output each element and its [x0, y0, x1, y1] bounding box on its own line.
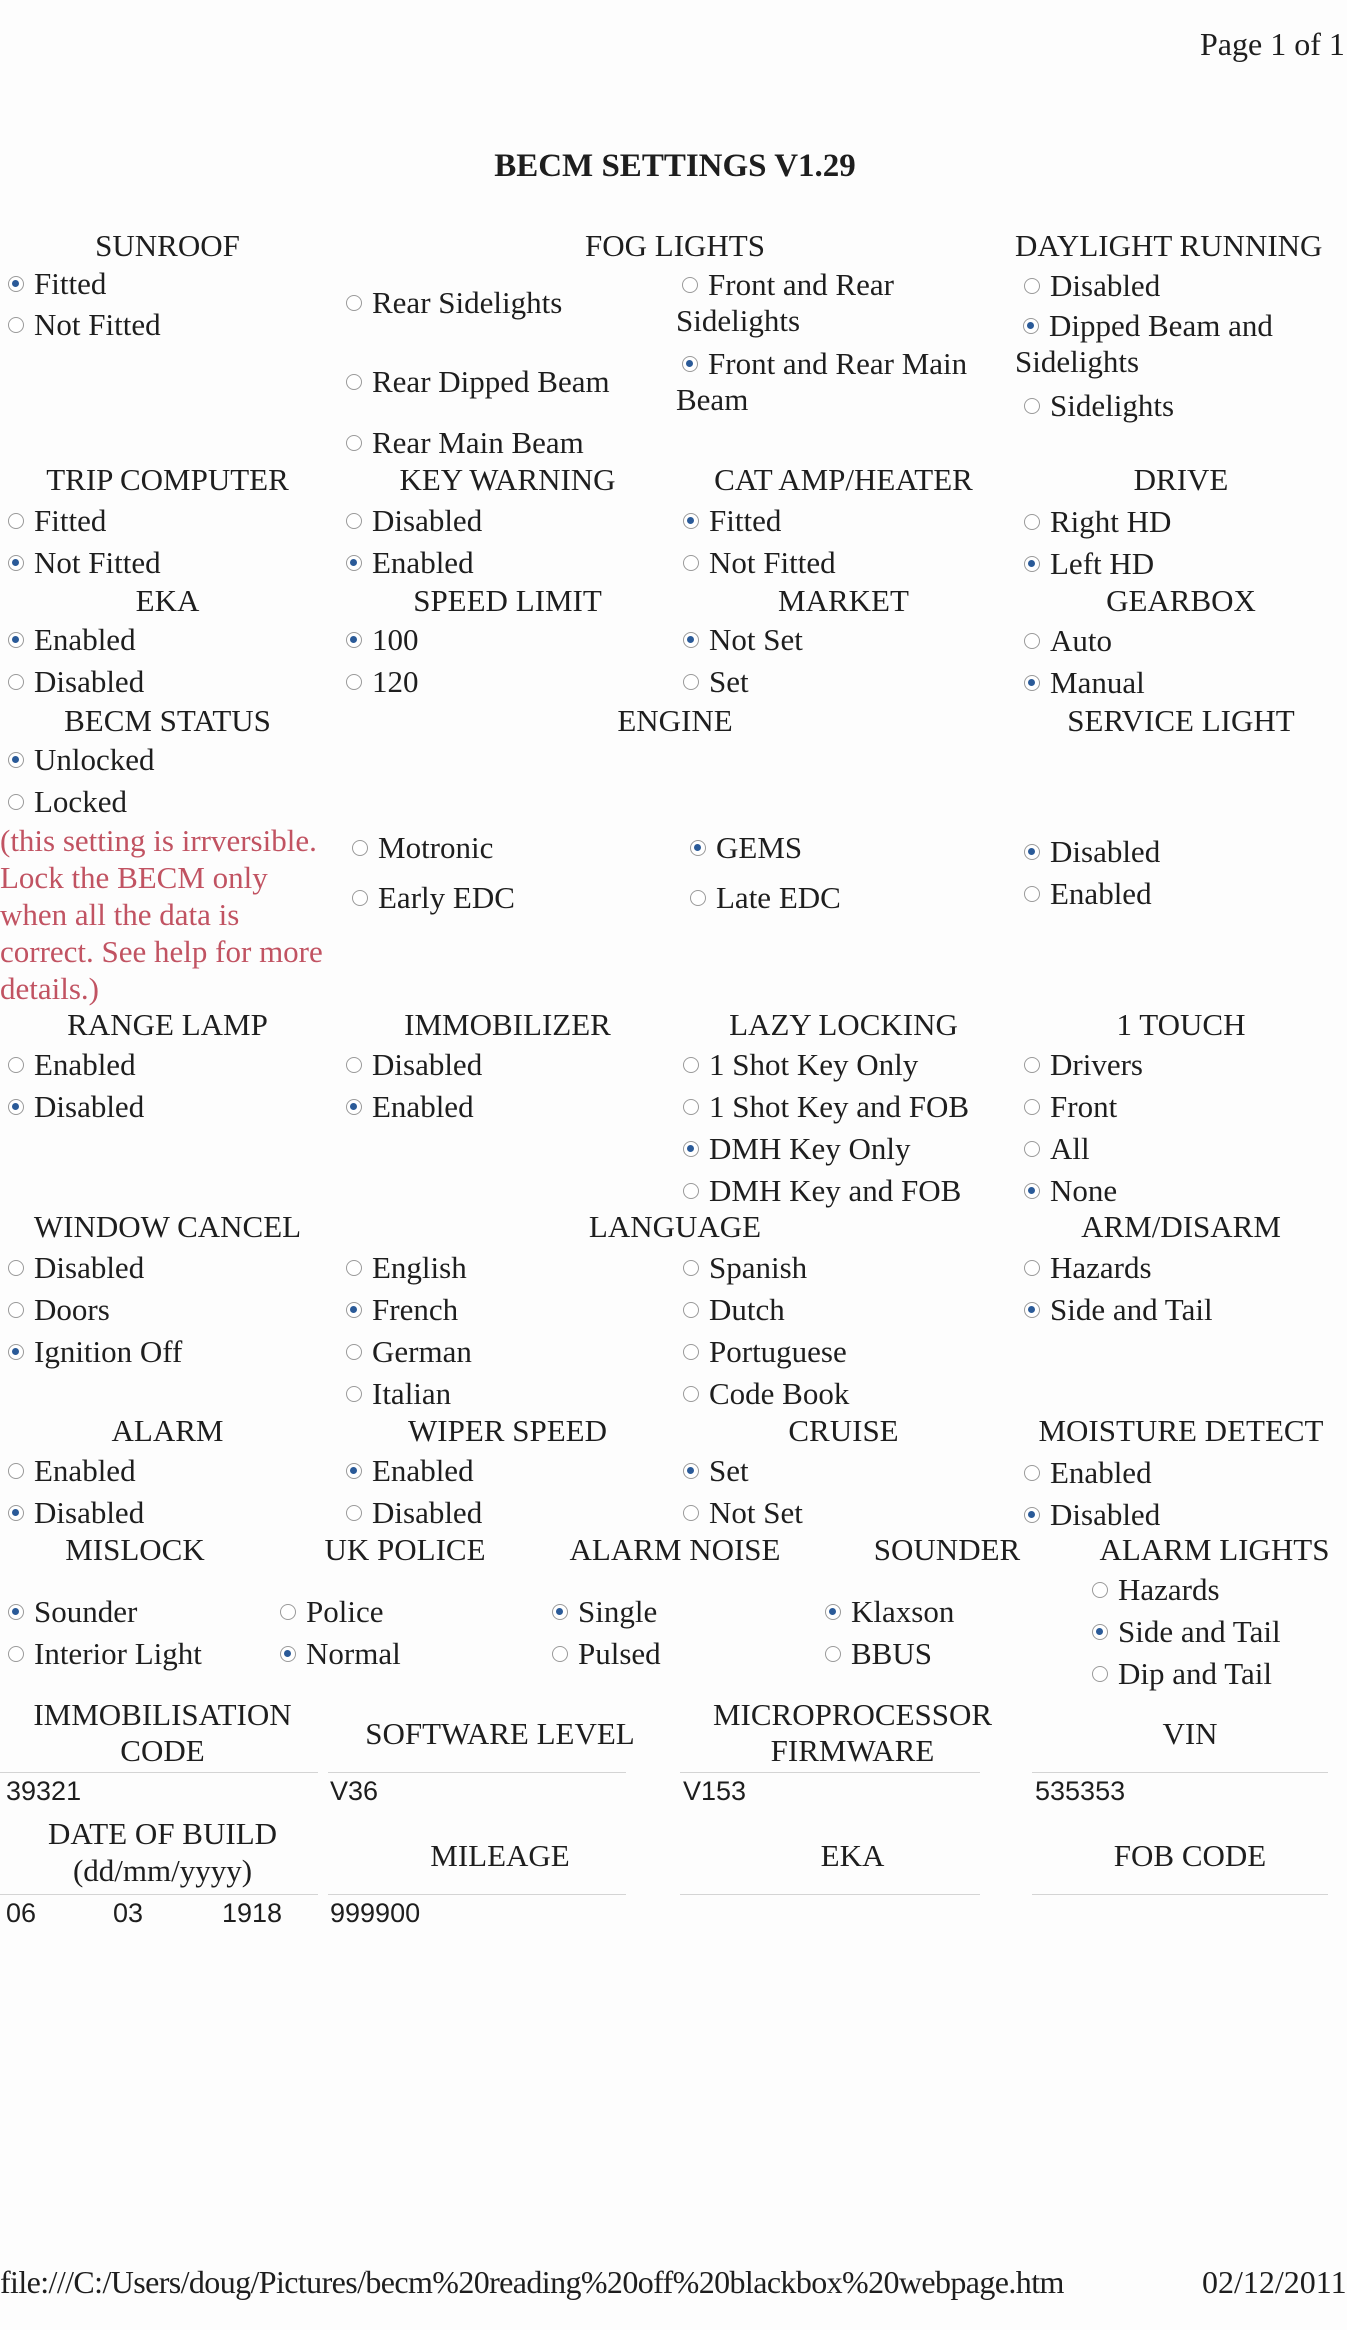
radio-icon[interactable] [8, 752, 24, 768]
radio-icon[interactable] [346, 1505, 362, 1521]
alarm-noise-header: ALARM NOISE [569, 1532, 781, 1567]
language-german[interactable]: German [346, 1334, 472, 1370]
radio-icon[interactable] [1024, 1302, 1040, 1318]
fog-lights-header: FOG LIGHTS [585, 228, 765, 263]
vin-label: VIN [1162, 1716, 1218, 1751]
language-french[interactable]: French [346, 1292, 458, 1328]
date-underline [0, 1894, 318, 1895]
page-title: BECM SETTINGS V1.29 [494, 148, 856, 184]
radio-icon[interactable] [352, 890, 368, 906]
radio-icon[interactable] [1024, 886, 1040, 902]
uk-police-police[interactable]: Police [280, 1594, 384, 1630]
radio-icon[interactable] [690, 840, 706, 856]
radio-icon[interactable] [8, 1505, 24, 1521]
drive-left-hd[interactable]: Left HD [1024, 546, 1154, 582]
language-header: LANGUAGE [588, 1209, 762, 1244]
footer-date: 02/12/2011 [1202, 2264, 1347, 2300]
radio-icon[interactable] [8, 317, 24, 333]
radio-icon[interactable] [1024, 1260, 1040, 1276]
gearbox-header: GEARBOX [1106, 583, 1256, 618]
service-light-disabled[interactable]: Disabled [1024, 834, 1160, 870]
service-light-enabled[interactable]: Enabled [1024, 876, 1152, 912]
immobilisation-code-underline [0, 1772, 318, 1773]
radio-icon[interactable] [1023, 318, 1039, 334]
radio-icon[interactable] [1092, 1624, 1108, 1640]
drl-disabled[interactable]: Disabled [1024, 268, 1160, 304]
radio-icon[interactable] [8, 513, 24, 529]
radio-icon[interactable] [8, 276, 24, 292]
one-touch-all[interactable]: All [1024, 1131, 1090, 1167]
speed-limit-100[interactable]: 100 [346, 622, 419, 658]
alarm-enabled[interactable]: Enabled [8, 1453, 136, 1489]
trip-computer-header: TRIP COMPUTER [46, 462, 289, 497]
sounder-header: SOUNDER [873, 1532, 1021, 1567]
radio-icon[interactable] [8, 1344, 24, 1360]
key-warning-enabled[interactable]: Enabled [346, 545, 474, 581]
radio-icon[interactable] [346, 435, 362, 451]
drl-sidelights[interactable]: Sidelights [1024, 388, 1174, 424]
language-portuguese[interactable]: Portuguese [683, 1334, 847, 1370]
footer-file-path: file:///C:/Users/doug/Pictures/becm%20reading%20off%20blackbox%20webpage.htm [0, 2264, 1064, 2300]
gearbox-auto[interactable]: Auto [1024, 623, 1112, 659]
radio-icon[interactable] [1024, 278, 1040, 294]
radio-icon[interactable] [346, 513, 362, 529]
alarm-header: ALARM [111, 1413, 224, 1448]
engine-early-edc[interactable]: Early EDC [352, 880, 515, 916]
fog-front-rear-sidelights[interactable]: Front and Rear Sidelights [676, 267, 894, 338]
radio-icon[interactable] [552, 1604, 568, 1620]
radio-icon[interactable] [346, 1057, 362, 1073]
date-of-build-label: DATE OF BUILD [47, 1816, 278, 1851]
market-set[interactable]: Set [683, 664, 749, 700]
speed-limit-header: SPEED LIMIT [413, 583, 602, 618]
radio-icon[interactable] [683, 1344, 699, 1360]
eka-disabled[interactable]: Disabled [8, 664, 144, 700]
radio-icon[interactable] [8, 1646, 24, 1662]
market-not-set[interactable]: Not Set [683, 622, 803, 658]
range-lamp-header: RANGE LAMP [67, 1007, 268, 1042]
radio-icon[interactable] [683, 1141, 699, 1157]
microprocessor-firmware-label: MICROPROCESSOR FIRMWARE [712, 1697, 993, 1768]
mileage-value[interactable]: 999900 [330, 1898, 421, 1928]
radio-icon[interactable] [1024, 1183, 1040, 1199]
engine-gems[interactable]: GEMS [690, 830, 802, 866]
moisture-detect-header: MOISTURE DETECT [1038, 1413, 1324, 1448]
uk-police-header: UK POLICE [324, 1532, 486, 1567]
radio-icon[interactable] [683, 1302, 699, 1318]
radio-icon[interactable] [280, 1646, 296, 1662]
radio-icon[interactable] [683, 1099, 699, 1115]
immobilizer-header: IMMOBILIZER [404, 1007, 611, 1042]
fog-rear-dipped-beam[interactable]: Rear Dipped Beam [346, 364, 610, 400]
moisture-enabled[interactable]: Enabled [1024, 1455, 1152, 1491]
lazy-locking-header: LAZY LOCKING [729, 1007, 958, 1042]
becm-lock-warning: (this setting is irrversible. Lock the BECM only when all the data is correct. See help for more details.) [0, 823, 323, 1006]
window-cancel-disabled[interactable]: Disabled [8, 1250, 144, 1286]
radio-icon[interactable] [346, 674, 362, 690]
radio-icon[interactable] [1024, 556, 1040, 572]
wiper-speed-header: WIPER SPEED [408, 1413, 607, 1448]
speed-limit-120[interactable]: 120 [346, 664, 419, 700]
software-level-value[interactable]: V36 [330, 1776, 379, 1806]
eka-code-label: EKA [820, 1838, 885, 1873]
alarm-disabled[interactable]: Disabled [8, 1495, 144, 1531]
becm-locked[interactable]: Locked [8, 784, 127, 820]
software-level-underline [328, 1772, 626, 1773]
radio-icon[interactable] [1024, 514, 1040, 530]
date-format-hint: (dd/mm/yyyy) [72, 1853, 253, 1888]
vin-value[interactable]: 535353 [1035, 1776, 1126, 1806]
cruise-set[interactable]: Set [683, 1453, 749, 1489]
radio-icon[interactable] [1092, 1582, 1108, 1598]
mislock-header: MISLOCK [65, 1532, 205, 1567]
language-spanish[interactable]: Spanish [683, 1250, 807, 1286]
radio-icon[interactable] [8, 632, 24, 648]
radio-icon[interactable] [683, 1260, 699, 1276]
radio-icon[interactable] [683, 555, 699, 571]
radio-icon[interactable] [8, 1057, 24, 1073]
radio-icon[interactable] [8, 1302, 24, 1318]
radio-icon[interactable] [825, 1646, 841, 1662]
drive-right-hd[interactable]: Right HD [1024, 504, 1171, 540]
fob-code-underline [1032, 1894, 1328, 1895]
radio-icon[interactable] [1024, 1465, 1040, 1481]
radio-icon[interactable] [346, 1463, 362, 1479]
radio-icon[interactable] [1092, 1666, 1108, 1682]
page-label: Page 1 of 1 [1200, 26, 1345, 62]
daylight-running-header: DAYLIGHT RUNNING [1015, 228, 1323, 263]
uk-police-normal[interactable]: Normal [280, 1636, 401, 1672]
key-warning-disabled[interactable]: Disabled [346, 503, 482, 539]
engine-late-edc[interactable]: Late EDC [690, 880, 841, 916]
window-cancel-doors[interactable]: Doors [8, 1292, 110, 1328]
radio-icon[interactable] [8, 674, 24, 690]
radio-icon[interactable] [1024, 1099, 1040, 1115]
immobilizer-enabled[interactable]: Enabled [346, 1089, 474, 1125]
drive-header: DRIVE [1133, 462, 1229, 497]
radio-icon[interactable] [1024, 675, 1040, 691]
service-light-header: SERVICE LIGHT [1067, 703, 1295, 738]
one-touch-front[interactable]: Front [1024, 1089, 1117, 1125]
key-warning-header: KEY WARNING [399, 462, 616, 497]
radio-icon[interactable] [346, 1386, 362, 1402]
wiper-disabled[interactable]: Disabled [346, 1495, 482, 1531]
radio-icon[interactable] [683, 1386, 699, 1402]
radio-icon[interactable] [8, 1604, 24, 1620]
cruise-header: CRUISE [788, 1413, 899, 1448]
radio-icon[interactable] [346, 1302, 362, 1318]
alarm-lights-dip-tail[interactable]: Dip and Tail [1092, 1656, 1272, 1692]
alarm-lights-hazards[interactable]: Hazards [1092, 1572, 1220, 1608]
radio-icon[interactable] [552, 1646, 568, 1662]
radio-icon[interactable] [683, 1505, 699, 1521]
trip-fitted[interactable]: Fitted [8, 503, 106, 539]
fog-rear-sidelights[interactable]: Rear Sidelights [346, 285, 562, 321]
eka-code-underline [680, 1894, 980, 1895]
radio-icon[interactable] [346, 555, 362, 571]
immobilisation-code-label: IMMOBILISATION CODE [33, 1697, 292, 1768]
microprocessor-firmware-underline [680, 1772, 980, 1773]
eka-header: EKA [135, 583, 200, 618]
radio-icon[interactable] [1024, 398, 1040, 414]
arm-disarm-header: ARM/DISARM [1081, 1209, 1281, 1244]
radio-icon[interactable] [1024, 844, 1040, 860]
radio-icon[interactable] [346, 1260, 362, 1276]
radio-icon[interactable] [346, 295, 362, 311]
sounder-bbus[interactable]: BBUS [825, 1636, 932, 1672]
radio-icon[interactable] [682, 356, 698, 372]
radio-icon[interactable] [346, 1344, 362, 1360]
gearbox-manual[interactable]: Manual [1024, 665, 1145, 701]
one-touch-drivers[interactable]: Drivers [1024, 1047, 1143, 1083]
window-cancel-header: WINDOW CANCEL [33, 1209, 302, 1244]
date-year-value[interactable]: 1918 [222, 1898, 283, 1928]
radio-icon[interactable] [346, 632, 362, 648]
trip-not-fitted[interactable]: Not Fitted [8, 545, 161, 581]
mislock-sounder[interactable]: Sounder [8, 1594, 137, 1630]
cat-amp-header: CAT AMP/HEATER [714, 462, 973, 497]
microprocessor-firmware-value[interactable]: V153 [683, 1776, 747, 1806]
date-day-value[interactable]: 06 [6, 1898, 37, 1928]
arm-disarm-side-tail[interactable]: Side and Tail [1024, 1292, 1213, 1328]
date-month-value[interactable]: 03 [113, 1898, 144, 1928]
fog-rear-main-beam[interactable]: Rear Main Beam [346, 425, 584, 461]
immobilizer-disabled[interactable]: Disabled [346, 1047, 482, 1083]
radio-icon[interactable] [1024, 1507, 1040, 1523]
engine-header: ENGINE [617, 703, 733, 738]
drl-dipped-beam-sidelights[interactable]: Dipped Beam and Sidelights [1015, 308, 1273, 379]
immobilisation-code-value[interactable]: 39321 [6, 1776, 82, 1806]
sunroof-not-fitted[interactable]: Not Fitted [8, 307, 161, 343]
mislock-interior-light[interactable]: Interior Light [8, 1636, 202, 1672]
radio-icon[interactable] [690, 890, 706, 906]
radio-icon[interactable] [352, 840, 368, 856]
fog-front-rear-main-beam[interactable]: Front and Rear Main Beam [676, 346, 968, 417]
language-code-book[interactable]: Code Book [683, 1376, 849, 1412]
language-italian[interactable]: Italian [346, 1376, 451, 1412]
radio-icon[interactable] [683, 632, 699, 648]
window-cancel-ignition-off[interactable]: Ignition Off [8, 1334, 182, 1370]
moisture-disabled[interactable]: Disabled [1024, 1497, 1160, 1533]
radio-icon[interactable] [682, 277, 698, 293]
mileage-underline [328, 1894, 626, 1895]
radio-icon[interactable] [346, 374, 362, 390]
mileage-label: MILEAGE [430, 1838, 570, 1873]
radio-icon[interactable] [1024, 1057, 1040, 1073]
language-dutch[interactable]: Dutch [683, 1292, 785, 1328]
cruise-not-set[interactable]: Not Set [683, 1495, 803, 1531]
engine-motronic[interactable]: Motronic [352, 830, 493, 866]
radio-icon[interactable] [346, 1099, 362, 1115]
radio-icon[interactable] [683, 513, 699, 529]
software-level-label: SOFTWARE LEVEL [365, 1716, 635, 1751]
vin-underline [1032, 1772, 1328, 1773]
sunroof-header: SUNROOF [95, 228, 240, 263]
lazy-1shot-key-fob[interactable]: 1 Shot Key and FOB [683, 1089, 969, 1125]
lazy-dmh-key-fob[interactable]: DMH Key and FOB [683, 1173, 961, 1209]
alarm-noise-pulsed[interactable]: Pulsed [552, 1636, 661, 1672]
radio-icon[interactable] [1024, 633, 1040, 649]
lazy-1shot-key[interactable]: 1 Shot Key Only [683, 1047, 918, 1083]
wiper-enabled[interactable]: Enabled [346, 1453, 474, 1489]
radio-icon[interactable] [683, 1183, 699, 1199]
radio-icon[interactable] [8, 1099, 24, 1115]
radio-icon[interactable] [825, 1604, 841, 1620]
eka-enabled[interactable]: Enabled [8, 622, 136, 658]
market-header: MARKET [778, 583, 909, 618]
alarm-noise-single[interactable]: Single [552, 1594, 657, 1630]
arm-disarm-hazards[interactable]: Hazards [1024, 1250, 1152, 1286]
lazy-dmh-key[interactable]: DMH Key Only [683, 1131, 911, 1167]
radio-icon[interactable] [1024, 1141, 1040, 1157]
radio-icon[interactable] [683, 674, 699, 690]
fob-code-label: FOB CODE [1113, 1838, 1267, 1873]
radio-icon[interactable] [8, 794, 24, 810]
radio-icon[interactable] [683, 1463, 699, 1479]
range-lamp-enabled[interactable]: Enabled [8, 1047, 136, 1083]
alarm-lights-side-tail[interactable]: Side and Tail [1092, 1614, 1281, 1650]
radio-icon[interactable] [280, 1604, 296, 1620]
alarm-lights-header: ALARM LIGHTS [1099, 1532, 1330, 1567]
one-touch-none[interactable]: None [1024, 1173, 1117, 1209]
radio-icon[interactable] [8, 1260, 24, 1276]
sunroof-fitted[interactable]: Fitted [8, 266, 106, 302]
cat-amp-not-fitted[interactable]: Not Fitted [683, 545, 836, 581]
sounder-klaxson[interactable]: Klaxson [825, 1594, 954, 1630]
cat-amp-fitted[interactable]: Fitted [683, 503, 781, 539]
one-touch-header: 1 TOUCH [1116, 1007, 1246, 1042]
radio-icon[interactable] [8, 1463, 24, 1479]
radio-icon[interactable] [683, 1057, 699, 1073]
becm-unlocked[interactable]: Unlocked [8, 742, 155, 778]
becm-status-header: BECM STATUS [64, 703, 271, 738]
language-english[interactable]: English [346, 1250, 467, 1286]
radio-icon[interactable] [8, 555, 24, 571]
range-lamp-disabled[interactable]: Disabled [8, 1089, 144, 1125]
